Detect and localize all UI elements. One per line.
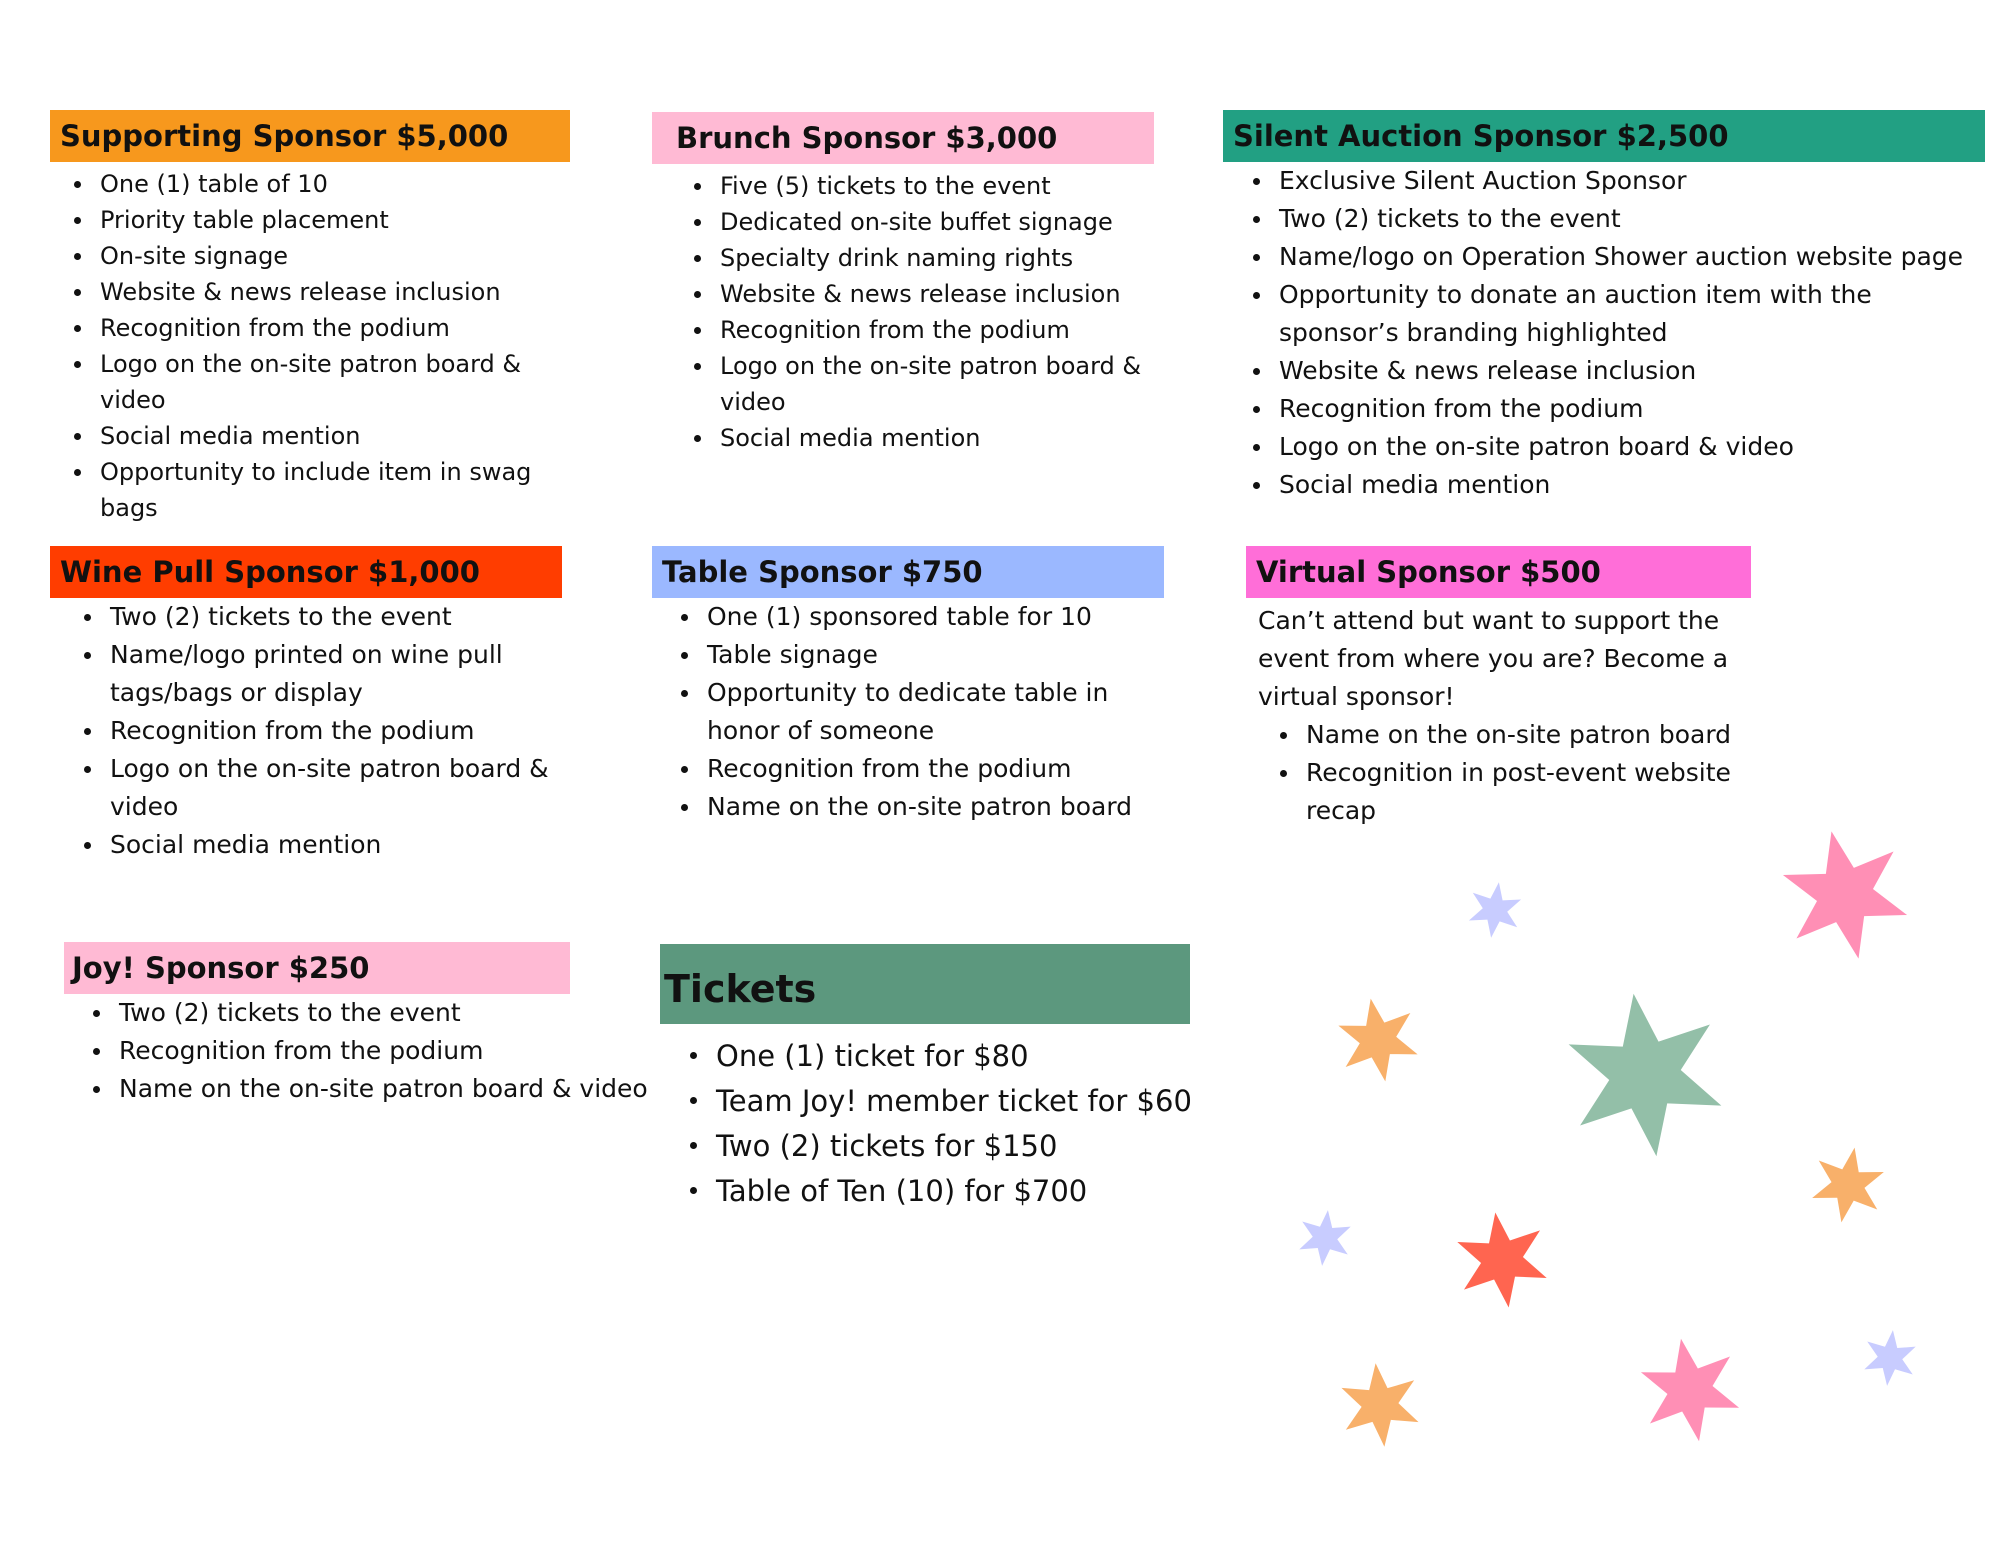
list-item: Website & news release inclusion [100,274,570,310]
brunch-sponsor-benefits [652,168,1212,456]
list-item: Name on the on-site patron board [1306,716,1746,754]
list-item: Logo on the on-site patron board & video [720,348,1212,420]
decorative-stars [1280,820,1980,1480]
joy-sponsor-benefits [64,994,664,1108]
supporting-sponsor-header: Supporting Sponsor $5,000 [50,110,570,162]
star-icon [1298,1208,1352,1269]
list-item: Website & news release inclusion [720,276,1212,312]
list-item: Recognition from the podium [119,1032,664,1070]
list-item: Social media mention [720,420,1212,456]
list-item: Specialty drink naming rights [720,240,1212,276]
star-icon [1335,992,1422,1087]
list-item: Logo on the on-site patron board & video [110,750,580,826]
star-icon [1467,879,1523,941]
list-item: Two (2) tickets to the event [110,598,580,636]
virtual-sponsor-header: Virtual Sponsor $500 [1246,546,1751,598]
tickets-section [660,944,1220,1214]
supporting-sponsor-section [50,110,570,526]
tickets-list [660,1034,1220,1214]
list-item: Two (2) tickets to the event [119,994,664,1032]
list-item: Five (5) tickets to the event [720,168,1212,204]
table-sponsor-benefits [652,598,1187,826]
wine-pull-sponsor-header: Wine Pull Sponsor $1,000 [50,546,562,598]
list-item: Name on the on-site patron board & video [119,1070,664,1108]
list-item: Recognition from the podium [707,750,1187,788]
silent-auction-sponsor-benefits [1223,162,1998,504]
table-sponsor-header: Table Sponsor $750 [652,546,1164,598]
list-item: Recognition from the podium [100,310,570,346]
virtual-sponsor-benefits [1246,716,1746,830]
silent-auction-sponsor-section [1223,110,1998,504]
list-item: Logo on the on-site patron board & video [1279,428,1998,466]
list-item: Team Joy! member ticket for $60 [716,1079,1220,1124]
list-item: Table signage [707,636,1187,674]
table-sponsor-section [652,546,1212,826]
joy-sponsor-section [64,942,664,1108]
list-item: Recognition from the podium [110,712,580,750]
brunch-sponsor-section [652,112,1212,456]
list-item: Logo on the on-site patron board & video [100,346,570,418]
tickets-header: Tickets [660,944,1190,1024]
star-icon [1454,1207,1550,1314]
star-icon [1776,820,1914,970]
list-item: Opportunity to dedicate table in honor of someone [707,674,1187,750]
list-item: Priority table placement [100,202,570,238]
list-item: Table of Ten (10) for $700 [716,1169,1220,1214]
list-item: Opportunity to include item in swag bags [100,454,570,526]
list-item: Name on the on-site patron board [707,788,1187,826]
list-item: Name/logo on Operation Shower auction website page [1279,238,1998,276]
supporting-sponsor-benefits [50,166,570,526]
list-item: Social media mention [100,418,570,454]
wine-pull-sponsor-section [50,546,590,864]
list-item: One (1) ticket for $80 [716,1034,1220,1079]
star-icon [1809,1142,1887,1228]
list-item: Two (2) tickets for $150 [716,1124,1220,1169]
list-item: Dedicated on-site buffet signage [720,204,1212,240]
list-item: Recognition from the podium [1279,390,1998,428]
list-item: Recognition in post-event website recap [1306,754,1746,830]
list-item: Recognition from the podium [720,312,1212,348]
brunch-sponsor-header: Brunch Sponsor $3,000 [652,112,1154,164]
list-item: One (1) table of 10 [100,166,570,202]
wine-pull-sponsor-benefits [50,598,580,864]
joy-sponsor-header: Joy! Sponsor $250 [64,942,570,994]
list-item: One (1) sponsored table for 10 [707,598,1187,636]
star-icon [1563,984,1727,1166]
list-item: Website & news release inclusion [1279,352,1998,390]
virtual-sponsor-description: Can’t attend but want to support the event from where you are? Become a virtual sponsor! [1258,606,1729,711]
virtual-sponsor-section [1246,546,1766,830]
list-item: Opportunity to donate an auction item with the sponsor’s branding highlighted [1279,276,1998,352]
list-item: Name/logo printed on wine pull tags/bags or display [110,636,580,712]
list-item: Social media mention [110,826,580,864]
star-icon [1339,1359,1420,1450]
silent-auction-sponsor-header: Silent Auction Sponsor $2,500 [1223,110,1985,162]
list-item: Two (2) tickets to the event [1279,200,1998,238]
star-icon [1863,1328,1917,1389]
list-item: On-site signage [100,238,570,274]
star-icon [1636,1331,1743,1449]
list-item: Exclusive Silent Auction Sponsor [1279,162,1998,200]
list-item: Social media mention [1279,466,1998,504]
